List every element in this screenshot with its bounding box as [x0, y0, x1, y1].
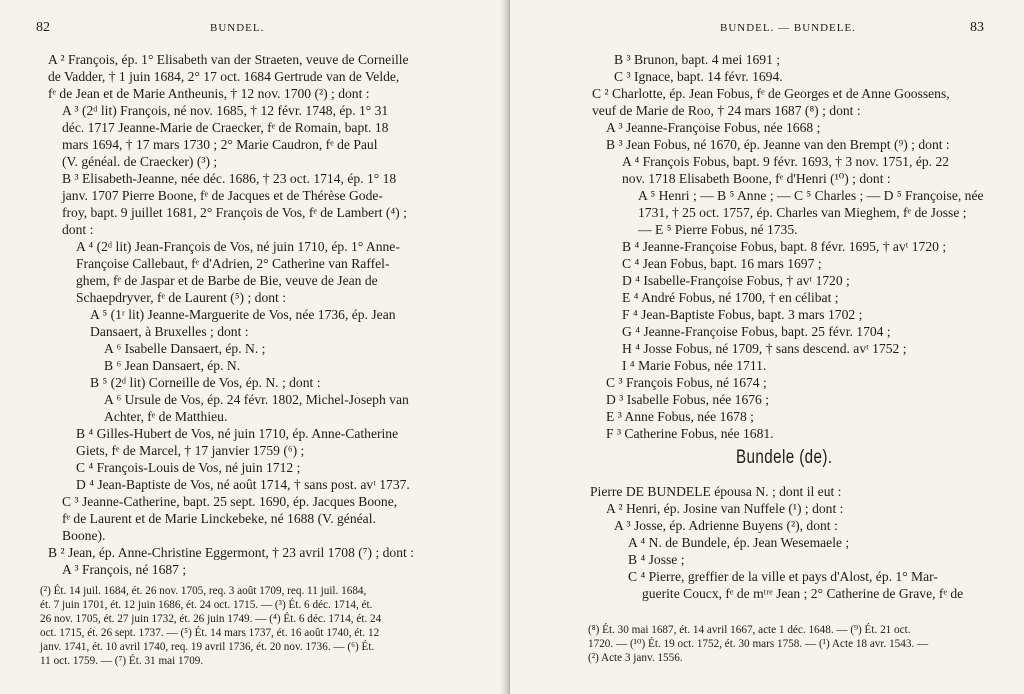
text-line: froy, bapt. 9 juillet 1681, 2° François de Vos, fᵉ de Lambert (⁴) ;: [62, 205, 407, 220]
footnote-line: (⁸) Ét. 30 mai 1687, ét. 14 avril 1667, acte 1 déc. 1648. — (⁹) Ét. 21 oct.: [588, 624, 911, 636]
text-line: B ³ Jean Fobus, né 1670, ép. Jeanne van den Brempt (⁹) ; dont :: [606, 137, 950, 152]
text-line: déc. 1717 Jeanne-Marie de Craecker, fᵉ de Romain, bapt. 18: [62, 120, 389, 135]
text-line: fᵉ de Jean et de Marie Antheunis, † 12 nov. 1700 (²) ; dont :: [48, 86, 370, 101]
text-line: Pierre DE BUNDELE épousa N. ; dont il eut :: [590, 484, 842, 499]
footnote-line: (²) Ét. 14 juil. 1684, ét. 26 nov. 1705, req. 3 août 1709, req. 11 juil. 1684,: [40, 585, 367, 597]
text-line: C ² Charlotte, ép. Jean Fobus, fᵉ de Georges et de Anne Goossens,: [592, 86, 950, 101]
footnote-line: oct. 1715, ét. 26 sept. 1737. — (⁵) Ét. 14 mars 1737, ét. 16 août 1740, ét. 12: [40, 627, 380, 639]
text-line: C ³ Jeanne-Catherine, bapt. 25 sept. 1690, ép. Jacques Boone,: [62, 494, 398, 509]
footnote-line: ét. 7 juin 1701, ét. 12 juin 1686, ét. 24 oct. 1715. — (³) Ét. 6 déc. 1714, ét.: [40, 599, 373, 611]
text-line: B ³ Brunon, bapt. 4 mei 1691 ;: [614, 52, 781, 67]
text-line: Dansaert, à Bruxelles ; dont :: [90, 324, 249, 339]
text-line: — E ⁵ Pierre Fobus, né 1735.: [638, 222, 798, 237]
left-page: [0, 0, 508, 694]
text-line: Giets, fᵉ de Marcel, † 17 janvier 1759 (⁶) ;: [76, 443, 305, 458]
running-head: BUNDEL. — BUNDELE.: [720, 22, 856, 34]
text-line: fᵉ de Laurent et de Marie Linckebeke, né 1688 (V. généal.: [62, 511, 376, 526]
text-line: E ³ Anne Fobus, née 1678 ;: [606, 409, 754, 424]
text-line: B ⁶ Jean Dansaert, ép. N.: [104, 358, 241, 373]
text-line: C ³ Ignace, bapt. 14 févr. 1694.: [614, 69, 783, 84]
text-line: A ⁵ Henri ; — B ⁵ Anne ; — C ⁵ Charles ; — D ⁵ Françoise, née: [638, 188, 984, 203]
text-line: A ⁴ N. de Bundele, ép. Jean Wesemaele ;: [628, 535, 850, 550]
text-line: F ⁴ Jean-Baptiste Fobus, bapt. 3 mars 1702 ;: [622, 307, 863, 322]
text-line: A ³ Jeanne-Françoise Fobus, née 1668 ;: [606, 120, 821, 135]
text-line: (V. généal. de Craecker) (³) ;: [62, 154, 218, 169]
right-page: [510, 0, 1024, 694]
text-line: E ⁴ André Fobus, né 1700, † en célibat ;: [622, 290, 839, 305]
text-line: D ⁴ Jean-Baptiste de Vos, né août 1714, † sans post. avᵗ 1737.: [76, 477, 410, 492]
text-line: Boone).: [62, 528, 106, 543]
text-line: A ⁴ (2ᵈ lit) Jean-François de Vos, né juin 1710, ép. 1° Anne-: [76, 239, 400, 254]
running-head: BUNDEL.: [210, 22, 265, 34]
text-line: nov. 1718 Elisabeth Boone, fᵉ d'Henri (¹⁰) ; dont :: [622, 171, 891, 186]
text-line: C ⁴ Jean Fobus, bapt. 16 mars 1697 ;: [622, 256, 822, 271]
text-line: Achter, fᵉ de Matthieu.: [104, 409, 228, 424]
text-line: G ⁴ Jeanne-Françoise Fobus, bapt. 25 févr. 1704 ;: [622, 324, 891, 339]
text-line: janv. 1707 Pierre Boone, fᵉ de Jacques et de Thérèse Gode-: [62, 188, 383, 203]
text-line: mars 1694, † 17 mars 1730 ; 2° Marie Caudron, fᵉ de Paul: [62, 137, 378, 152]
text-line: A ³ (2ᵈ lit) François, né nov. 1685, † 12 févr. 1748, ép. 1° 31: [62, 103, 389, 118]
text-line: A ² Henri, ép. Josine van Nuffele (¹) ; dont :: [606, 501, 844, 516]
footnote-line: 26 nov. 1705, ét. 27 juin 1732, ét. 26 juin 1749. — (⁴) Ét. 6 déc. 1714, ét. 24: [40, 613, 382, 625]
text-line: D ³ Isabelle Fobus, née 1676 ;: [606, 392, 770, 407]
text-line: B ⁴ Josse ;: [628, 552, 685, 567]
text-line: B ² Jean, ép. Anne-Christine Eggermont, † 23 avril 1708 (⁷) ; dont :: [48, 545, 414, 560]
text-line: guerite Coucx, fᵉ de mᵗʳᵉ Jean ; 2° Catherine de Grave, fᵉ de: [642, 586, 964, 601]
text-line: Schaepdryver, fᵉ de Laurent (⁵) ; dont :: [76, 290, 286, 305]
page-number: 83: [970, 20, 984, 35]
text-line: D ⁴ Isabelle-Françoise Fobus, † avᵗ 1720 ;: [622, 273, 850, 288]
text-line: A ³ Josse, ép. Adrienne Buyens (²), dont :: [614, 518, 838, 533]
text-line: A ⁶ Isabelle Dansaert, ép. N. ;: [104, 341, 266, 356]
text-line: B ⁵ (2ᵈ lit) Corneille de Vos, ép. N. ; dont :: [90, 375, 321, 390]
text-line: C ³ François Fobus, né 1674 ;: [606, 375, 767, 390]
text-line: dont :: [62, 222, 94, 237]
text-line: de Vadder, † 1 juin 1684, 2° 17 oct. 1684 Gertrude van de Velde,: [48, 69, 400, 84]
text-line: C ⁴ François-Louis de Vos, né juin 1712 ;: [76, 460, 301, 475]
text-line: B ⁴ Jeanne-Françoise Fobus, bapt. 8 févr. 1695, † avᵗ 1720 ;: [622, 239, 947, 254]
page-number: 82: [36, 20, 50, 35]
text-line: A ⁵ (1ʳ lit) Jeanne-Marguerite de Vos, née 1736, ép. Jean: [90, 307, 396, 322]
text-line: ghem, fᵉ de Jaspar et de Barbe de Bie, veuve de Jean de: [76, 273, 378, 288]
text-line: H ⁴ Josse Fobus, né 1709, † sans descend. avᵗ 1752 ;: [622, 341, 907, 356]
text-line: A ⁶ Ursule de Vos, ép. 24 févr. 1802, Michel-Joseph van: [104, 392, 409, 407]
text-line: C ⁴ Pierre, greffier de la ville et pays d'Alost, ép. 1° Mar-: [628, 569, 938, 584]
text-line: A ³ François, né 1687 ;: [62, 562, 187, 577]
text-line: B ³ Elisabeth-Jeanne, née déc. 1686, † 23 oct. 1714, ép. 1° 18: [62, 171, 397, 186]
text-line: A ² François, ép. 1° Elisabeth van der Straeten, veuve de Corneille: [48, 52, 409, 67]
text-line: A ⁴ François Fobus, bapt. 9 févr. 1693, † 3 nov. 1751, ép. 22: [622, 154, 950, 169]
footnote-line: 1720. — (¹⁰) Ét. 19 oct. 1752, ét. 30 mars 1758. — (¹) Acte 18 avr. 1543. —: [588, 638, 929, 650]
footnote-line: 11 oct. 1759. — (⁷) Ét. 31 mai 1709.: [40, 655, 204, 667]
section-title: Bundele (de).: [736, 447, 833, 468]
text-line: B ⁴ Gilles-Hubert de Vos, né juin 1710, ép. Anne-Catherine: [76, 426, 399, 441]
text-line: 1731, † 25 oct. 1757, ép. Charles van Mieghem, fᵉ de Josse ;: [638, 205, 967, 220]
text-line: I ⁴ Marie Fobus, née 1711.: [622, 358, 767, 373]
footnote-line: janv. 1741, ét. 10 avril 1740, req. 19 avril 1736, ét. 20 nov. 1736. — (⁶) Ét.: [40, 641, 375, 653]
footnote-line: (²) Acte 3 janv. 1556.: [588, 652, 683, 664]
text-line: Françoise Callebaut, fᵉ d'Adrien, 2° Catherine van Raffel-: [76, 256, 390, 271]
text-line: veuf de Marie de Roo, † 24 mars 1687 (⁸) ; dont :: [592, 103, 861, 118]
text-line: F ³ Catherine Fobus, née 1681.: [606, 426, 774, 441]
